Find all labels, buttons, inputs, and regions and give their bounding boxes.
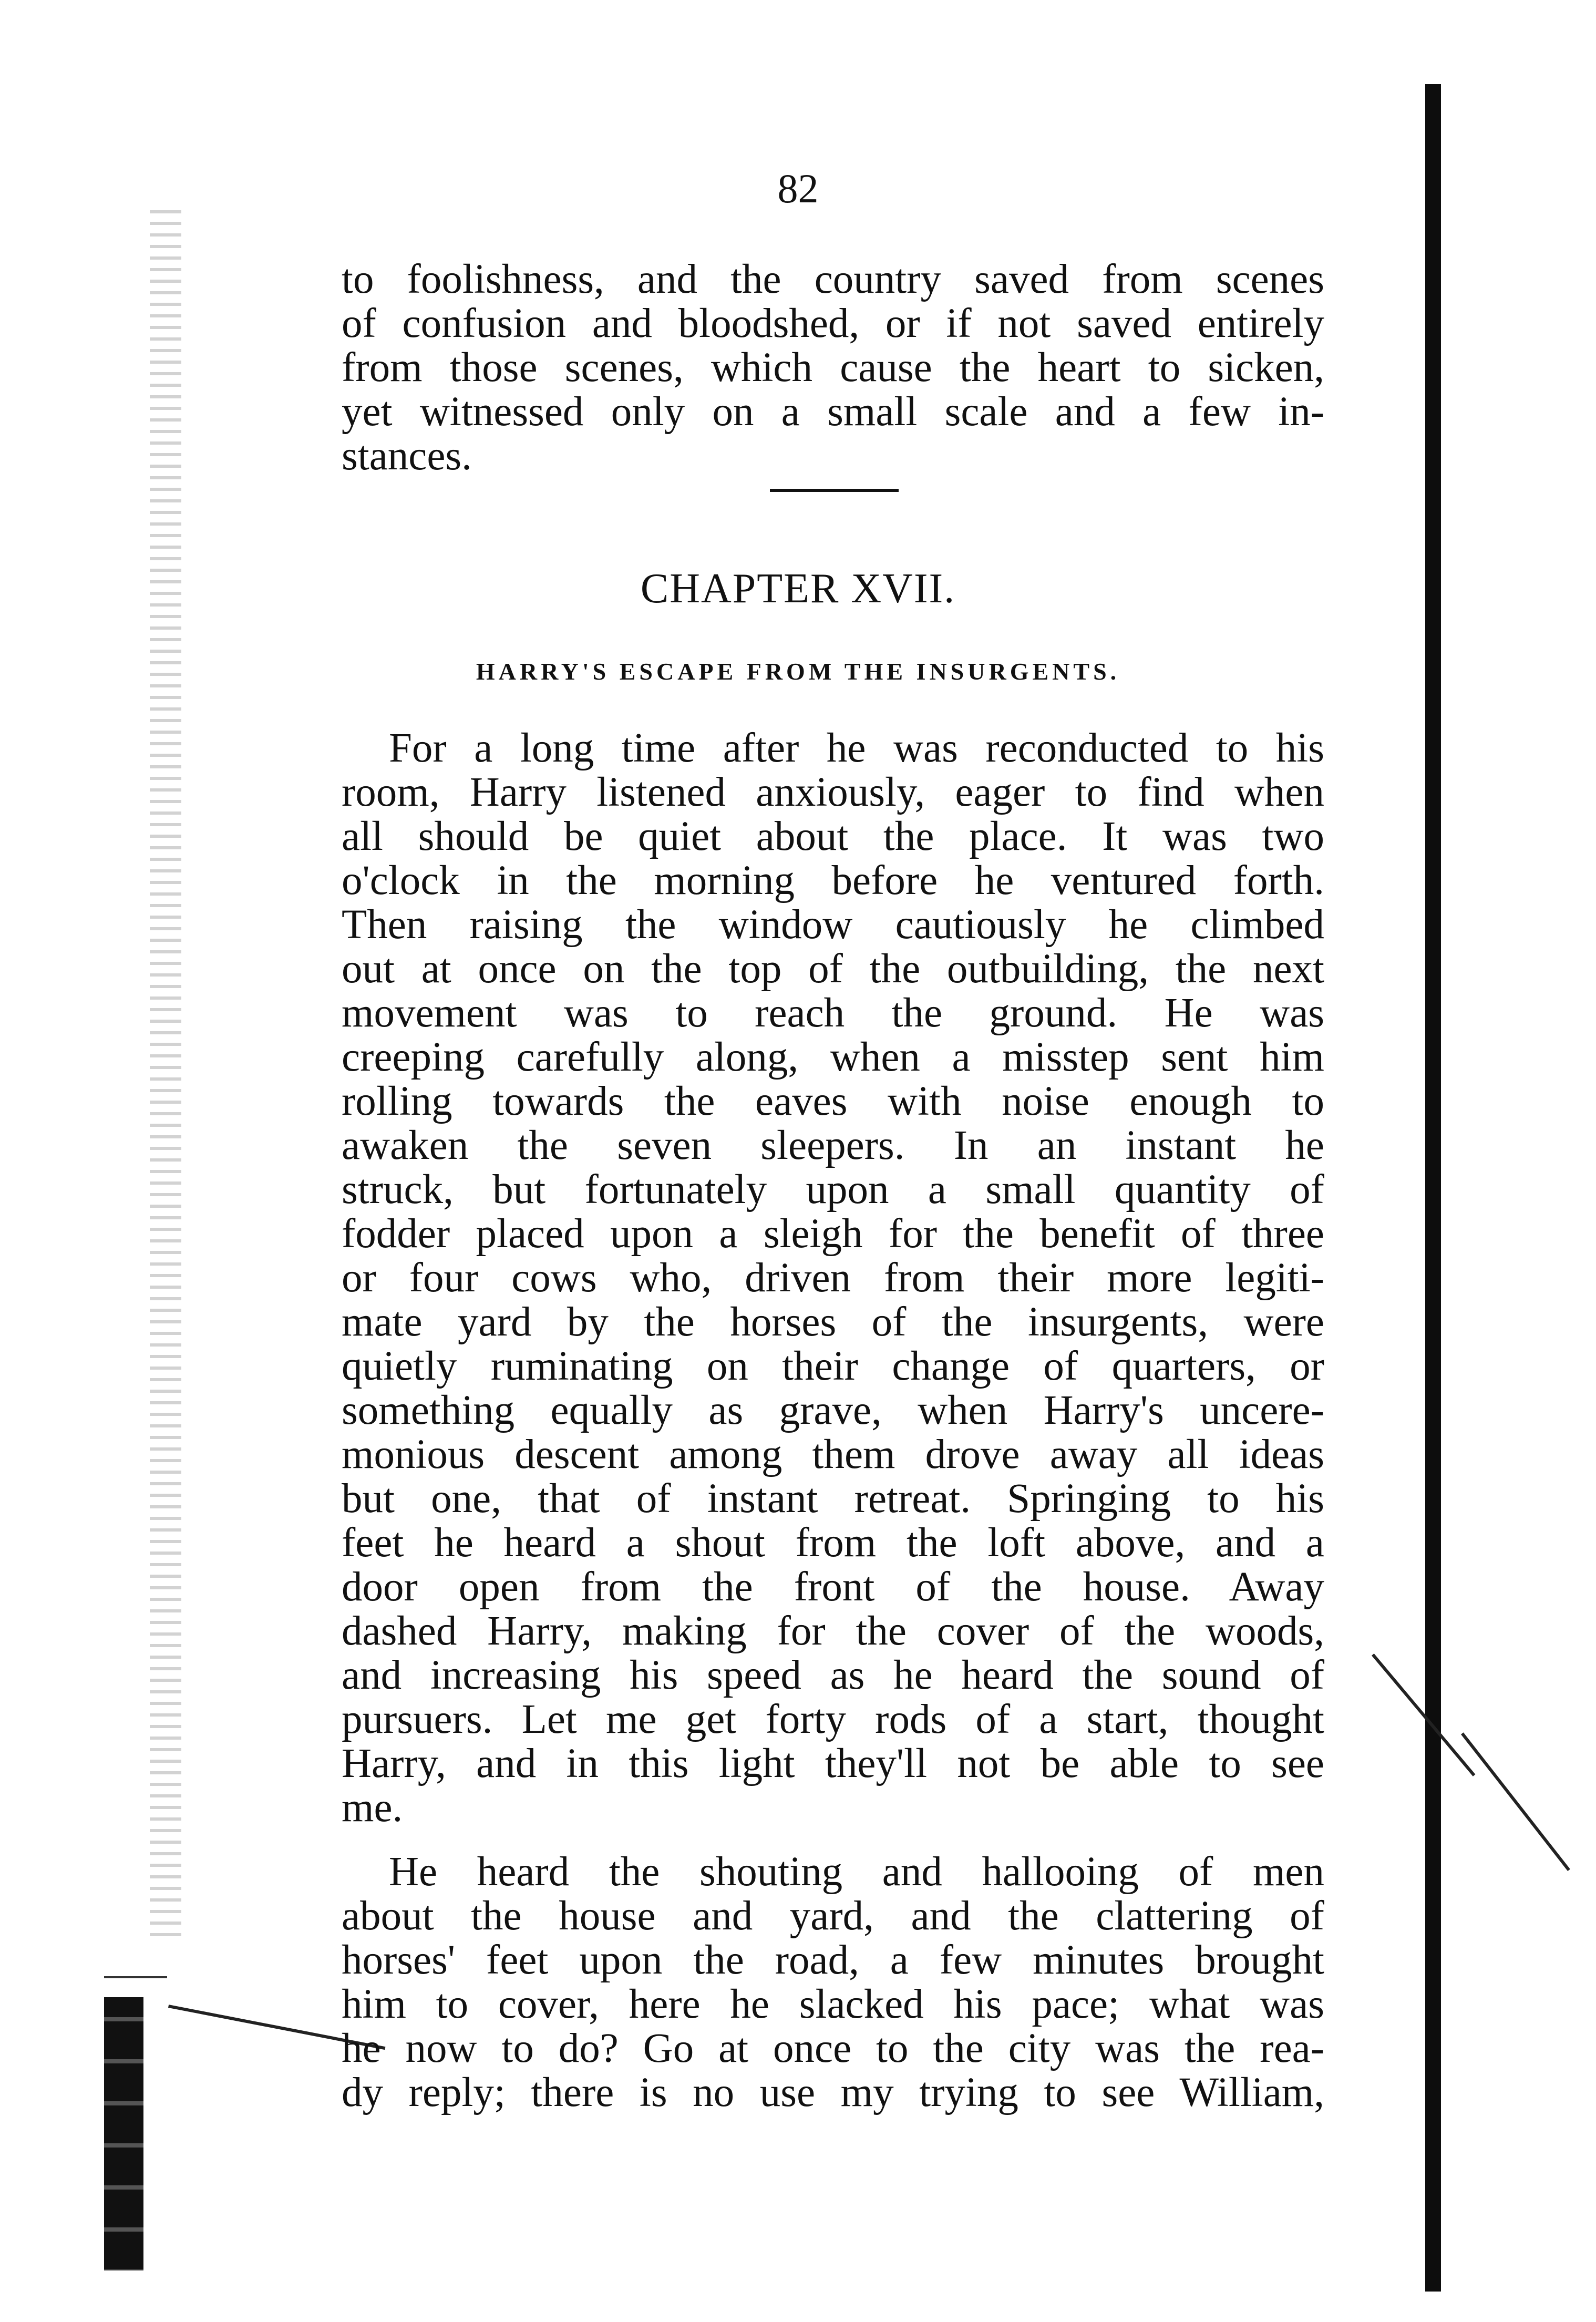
text-line: creeping carefully along, when a misstep sent him	[342, 1034, 1324, 1080]
text-line: about the house and yard, and the clattering of	[342, 1893, 1324, 1939]
paragraph-1	[342, 726, 1324, 1830]
text-line: stances.	[342, 433, 472, 479]
text-line: pursuers. Let me get forty rods of a start, thought	[342, 1697, 1324, 1742]
text-line: from those scenes, which cause the heart to sicken,	[342, 345, 1324, 391]
text-line: out at once on the top of the outbuilding, the next	[342, 946, 1324, 992]
section-divider	[770, 489, 899, 492]
binding-speckle	[150, 210, 181, 1945]
text-line: fodder placed upon a sleigh for the benefit of three	[342, 1211, 1324, 1257]
text-line: monious descent among them drove away all ideas	[342, 1432, 1324, 1477]
text-line: He heard the shouting and hallooing of men	[389, 1849, 1324, 1895]
text-line: Harry, and in this light they'll not be able to see	[342, 1741, 1324, 1786]
text-line: all should be quiet about the place. It was two	[342, 814, 1324, 859]
page-number: 82	[777, 166, 819, 211]
text-line: awaken the seven sleepers. In an instant he	[342, 1123, 1324, 1168]
text-line: Then raising the window cautiously he climbed	[342, 902, 1324, 948]
text-line: dy reply; there is no use my trying to see William,	[342, 2070, 1324, 2115]
text-line: and increasing his speed as he heard the sound of	[342, 1652, 1324, 1698]
text-line: but one, that of instant retreat. Springing to his	[342, 1476, 1324, 1522]
text-line: door open from the front of the house. Away	[342, 1564, 1324, 1610]
chapter-subtitle: HARRY'S ESCAPE FROM THE INSURGENTS.	[476, 658, 1120, 685]
text-line: or four cows who, driven from their more legiti-	[342, 1255, 1324, 1301]
chapter-title: CHAPTER XVII.	[640, 566, 956, 612]
binding-edge-block	[104, 1997, 143, 2270]
text-line: me.	[342, 1785, 403, 1831]
text-line: quietly ruminating on their change of quarters, or	[342, 1343, 1324, 1389]
text-line: of confusion and bloodshed, or if not saved entirely	[342, 301, 1324, 346]
text-line: he now to do? Go at once to the city was the rea-	[342, 2026, 1324, 2071]
page-edge-shadow	[1425, 84, 1441, 2292]
text-line: mate yard by the horses of the insurgents, were	[342, 1299, 1324, 1345]
text-line: him to cover, here he slacked his pace; what was	[342, 1981, 1324, 2027]
text-line: dashed Harry, making for the cover of the woods,	[342, 1608, 1324, 1654]
binding-rule	[104, 1976, 167, 1978]
text-line: horses' feet upon the road, a few minutes brought	[342, 1937, 1324, 1983]
text-line: feet he heard a shout from the loft above, and a	[342, 1520, 1324, 1566]
text-line: For a long time after he was reconducted to his	[389, 725, 1324, 771]
text-line: yet witnessed only on a small scale and a few in-	[342, 389, 1324, 435]
text-line: o'clock in the morning before he ventured forth.	[342, 858, 1324, 903]
text-line: something equally as grave, when Harry's uncere-	[342, 1388, 1324, 1433]
text-line: room, Harry listened anxiously, eager to find when	[342, 769, 1324, 815]
scan-stroke	[1461, 1732, 1570, 1871]
text-line: movement was to reach the ground. He was	[342, 990, 1324, 1036]
scan-stroke	[1372, 1653, 1475, 1776]
text-line: struck, but fortunately upon a small quantity of	[342, 1167, 1324, 1213]
opening-paragraph	[342, 258, 1324, 478]
paragraph-2	[342, 1850, 1324, 2115]
text-line: rolling towards the eaves with noise enough to	[342, 1078, 1324, 1124]
text-line: to foolishness, and the country saved from scenes	[342, 256, 1324, 302]
